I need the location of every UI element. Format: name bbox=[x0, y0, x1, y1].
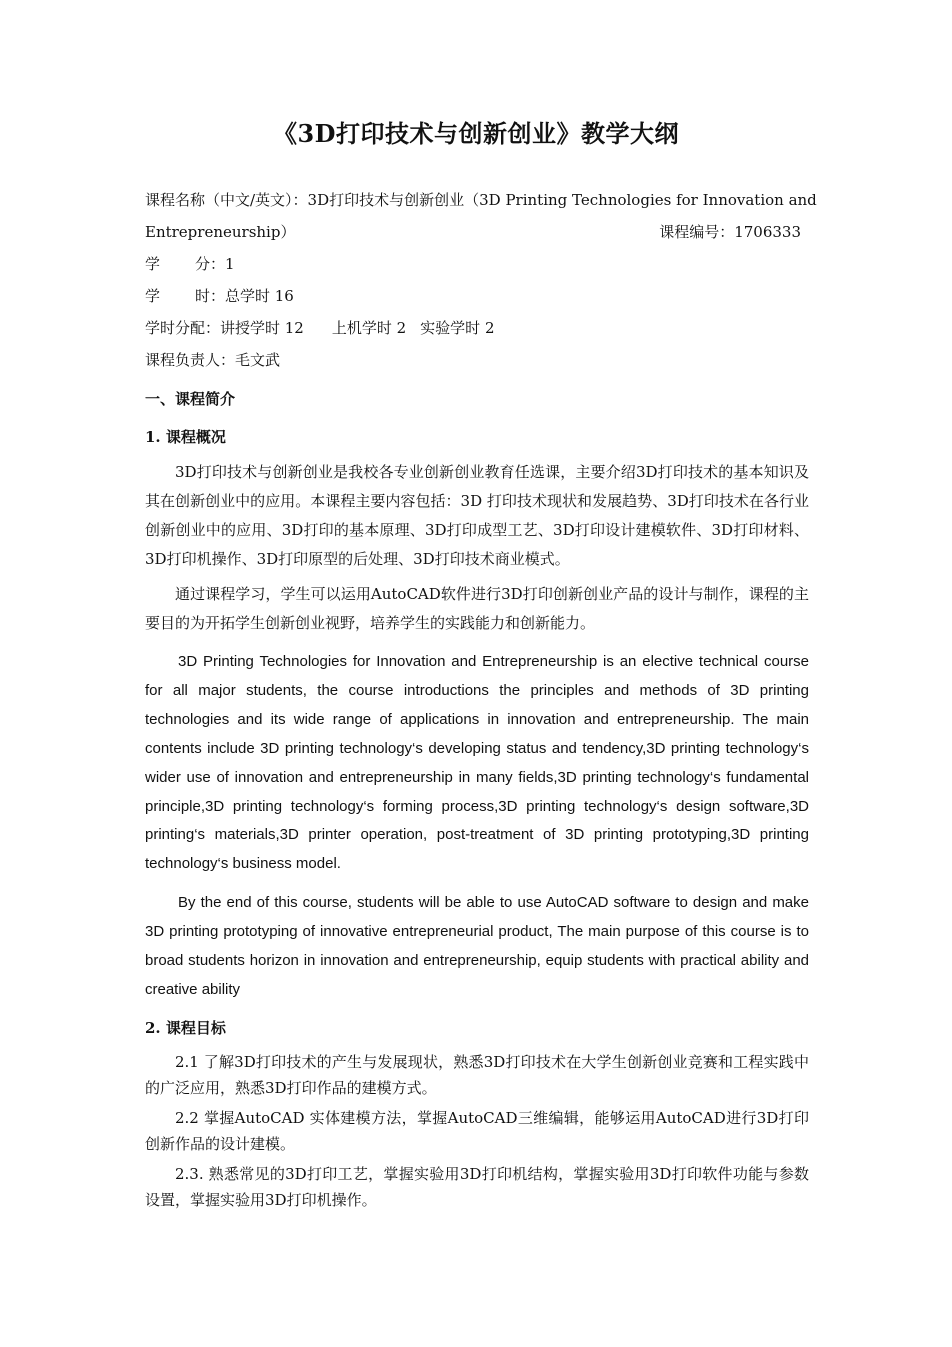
goal-item-2: 2.2 掌握AutoCAD 实体建模方法，掌握AutoCAD三维编辑，能够运用AutoCAD进行3D打印创新作品的设计建模。 bbox=[145, 1108, 809, 1153]
goal-item-3: 2.3. 熟悉常见的3D打印工艺，掌握实验用3D打印机结构，掌握实验用3D打印软件功能与参数设置，掌握实验用3D打印机操作。 bbox=[145, 1164, 809, 1209]
hours-value: 时：总学时 16 bbox=[195, 287, 294, 305]
credit-value: 分：1 bbox=[195, 255, 235, 273]
lecture-hours: 学时分配：讲授学时 12 bbox=[145, 319, 304, 337]
course-name-line-2 bbox=[145, 216, 809, 248]
course-name-continuation: Entrepreneurship） bbox=[145, 223, 296, 241]
overview-paragraph-cn-2: 通过课程学习，学生可以运用AutoCAD软件进行3D打印创新创业产品的设计与制作，课程的主要目的为开拓学生创新创业视野，培养学生的实践能力和创新能力。 bbox=[145, 585, 809, 632]
subsection-heading-goals: 2. 课程目标 bbox=[145, 1018, 226, 1037]
overview-paragraph-cn-1: 3D打印技术与创新创业是我校各专业创新创业教育任选课，主要介绍3D打印技术的基本知识及其在创新创业中的应用。本课程主要内容包括：3D 打印技术现状和发展趋势、3D打印技术在各行业创新创业中的应用、3D打印的基本原理、3D打印成型工艺、3D打印设计建模软件、3D打印材料、3D打印机操作、3D打印原型的后处理、3D打印技术商业模式。 bbox=[145, 463, 809, 568]
document-title: 《3D打印技术与创新创业》教学大纲 bbox=[272, 119, 679, 148]
instructor-line: 课程负责人：毛文武 bbox=[145, 351, 281, 369]
goal-item-1: 2.1 了解3D打印技术的产生与发展现状，熟悉3D打印技术在大学生创新创业竞赛和工程实践中的广泛应用，熟悉3D打印作品的建模方式。 bbox=[145, 1052, 809, 1097]
credit-line bbox=[145, 248, 809, 280]
course-code: 课程编号：1706333 bbox=[659, 223, 801, 241]
section-heading-intro: 一、课程简介 bbox=[145, 390, 236, 408]
course-name-line: 课程名称（中文/英文）：3D打印技术与创新创业（3D Printing Technologies for Innovation and bbox=[145, 191, 817, 209]
overview-paragraph-en-1: 3D Printing Technologies for Innovation and Entrepreneurship is an elective technical course for all major students, the course introductions the principles and methods of 3D printing technologies and its wide range of applications in innovation and entrepreneurship. The main contents include 3D printing technology‘s developing status and tendency,3D printing technology‘s wider use of innovation and entrepreneurship in many fields,3D printing technology‘s fundamental principle,3D printing technology‘s forming process,3D printing technology‘s design software,3D printing‘s materials,3D printer operation, post-treatment of 3D printing prototyping,3D printing technology‘s business model. bbox=[145, 653, 809, 873]
hours-label: 学 bbox=[145, 287, 161, 305]
lab-hours: 实验学时 2 bbox=[420, 319, 495, 337]
computer-lab-hours: 上机学时 2 bbox=[331, 319, 407, 337]
credit-label: 学 bbox=[145, 255, 161, 273]
hours-line bbox=[145, 280, 809, 312]
hours-distribution-line bbox=[145, 312, 809, 344]
document-body bbox=[145, 184, 817, 1217]
overview-paragraph-en-2: By the end of this course, students will be able to use AutoCAD software to design and make 3D printing prototyping of innovative entrepreneurial product, The main purpose of this course is to broad students horizon in innovation and entrepreneurship, equip students with practical ability and creative ability bbox=[145, 894, 809, 998]
subsection-heading-overview: 1. 课程概况 bbox=[145, 428, 226, 446]
